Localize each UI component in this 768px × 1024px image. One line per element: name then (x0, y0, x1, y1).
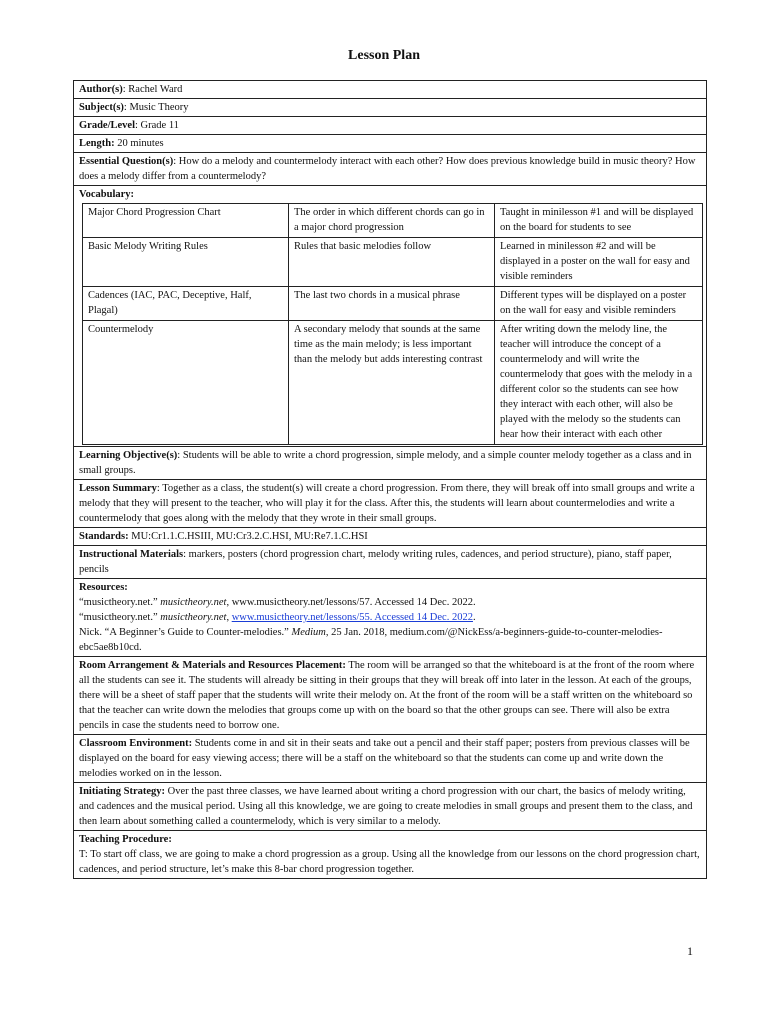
table-row (83, 238, 703, 287)
room-arrangement-label: Room Arrangement & Materials and Resources Placement: (79, 660, 346, 671)
resource-separator: , (226, 612, 232, 623)
standards-row (74, 528, 706, 546)
author-row (74, 81, 706, 99)
instructional-materials-value: : markers, posters (chord progression chart, melody writing rules, cadences, and period structure), piano, staff paper, pencils (79, 549, 672, 575)
length-value: 20 minutes (114, 138, 164, 149)
vocab-definition: A secondary melody that sounds at the same time as the main melody; is less important than the melody but adds interesting contrast (289, 321, 495, 445)
vocab-term: Countermelody (83, 321, 289, 445)
grade-row (74, 117, 706, 135)
teaching-procedure-label: Teaching Procedure: (79, 834, 172, 845)
standards-value: MU:Cr1.1.C.HSIII, MU:Cr3.2.C.HSI, MU:Re7.1.C.HSI (128, 531, 368, 542)
vocab-definition: The last two chords in a musical phrase (289, 287, 495, 321)
vocab-display: After writing down the melody line, the teacher will introduce the concept of a countermelody and will write the countermelody that goes with the melody in a different color so the students can see how they interact with each other, will also be played with the melody so the students can hear how their interact with each other (495, 321, 703, 445)
resource-item (79, 625, 701, 655)
vocab-term: Basic Melody Writing Rules (83, 238, 289, 287)
length-row (74, 135, 706, 153)
classroom-environment-label: Classroom Environment: (79, 738, 193, 749)
lesson-summary-row (74, 480, 706, 528)
vocab-definition: Rules that basic melodies follow (289, 238, 495, 287)
resource-site-name: musictheory.net (160, 597, 227, 608)
learning-objective-label: Learning Objective(s) (79, 450, 178, 461)
instructional-materials-label: Instructional Materials (79, 549, 184, 560)
author-label: Author(s) (79, 84, 123, 95)
teaching-procedure-row (74, 831, 706, 878)
page-title: Lesson Plan (348, 48, 420, 63)
room-arrangement-value: The room will be arranged so that the whiteboard is at the front of the room where all the students can see it. The students will already be sitting in their groups that they will break off into later in the lesson. At each of the groups, there will be a sheet of staff paper that the students will write their melody on. At the front of the room will be a staff written on the whiteboard so that the teacher can write down the melodies that groups come up with on the board so that the other groups can see. There will also be extra pencils in case the students need to borrow one. (79, 660, 695, 731)
resource-site-name: Medium (291, 627, 326, 638)
teaching-procedure-value: T: To start off class, we are going to make a chord progression as a group. Using all the knowledge from our lessons on the chord progression chart, cadences, and period structure, let’s make this 8-bar chord progression together. (79, 849, 700, 875)
vocabulary-label: Vocabulary: (79, 189, 135, 200)
learning-objective-row (74, 447, 706, 480)
resource-period: . (472, 612, 476, 623)
resource-item (79, 595, 701, 610)
length-label: Length: (79, 138, 115, 149)
learning-objective-value: : Students will be able to write a chord progression, simple melody, and a simple counter melody together as a class and in small groups. (79, 450, 692, 476)
resource-citation-title: Nick. “A Beginner’s Guide to Counter-melodies.” (79, 627, 292, 638)
standards-label: Standards: (79, 531, 129, 542)
resource-citation-title: “musictheory.net.” (79, 597, 161, 608)
classroom-environment-row (74, 735, 706, 783)
resource-link[interactable]: www.musictheory.net/lessons/55. Accessed 14 Dec. 2022 (231, 612, 473, 623)
grade-value: : Grade 11 (135, 120, 179, 131)
subject-value: : Music Theory (123, 102, 189, 113)
resource-site-name: musictheory.net (160, 612, 227, 623)
vocab-term: Major Chord Progression Chart (83, 204, 289, 238)
initiating-strategy-row (74, 783, 706, 831)
table-row (83, 321, 703, 445)
vocab-term: Cadences (IAC, PAC, Deceptive, Half, Plagal) (83, 287, 289, 321)
vocabulary-row (74, 186, 706, 447)
lesson-plan-table (73, 80, 707, 879)
vocab-display: Taught in minilesson #1 and will be displayed on the board for students to see (495, 204, 703, 238)
resource-citation-rest: , www.musictheory.net/lessons/57. Accessed 14 Dec. 2022. (226, 597, 476, 608)
vocab-display: Different types will be displayed on a poster on the wall for easy and visible reminders (495, 287, 703, 321)
table-row (83, 204, 703, 238)
subject-label: Subject(s) (79, 102, 124, 113)
essential-question-label: Essential Question(s) (79, 156, 174, 167)
vocabulary-table (82, 203, 703, 445)
room-arrangement-row (74, 657, 706, 735)
author-value: : Rachel Ward (122, 84, 183, 95)
resources-label: Resources: (79, 582, 128, 593)
resource-item (79, 610, 701, 625)
essential-question-value: : How do a melody and countermelody interact with each other? How does previous knowledge build in music theory? How does a melody differ from a countermelody? (79, 156, 696, 182)
subject-row (74, 99, 706, 117)
classroom-environment-value: Students come in and sit in their seats and take out a pencil and their staff paper; posters from previous classes will be displayed on the board for easy viewing access; there will be a staff on the whiteboard so that the students can come up and write down the melodies worked on in the lesson. (79, 738, 690, 779)
instructional-materials-row (74, 546, 706, 579)
vocab-display: Learned in minilesson #2 and will be displayed in a poster on the wall for easy and visible reminders (495, 238, 703, 287)
resources-row (74, 579, 706, 657)
lesson-summary-label: Lesson Summary (79, 483, 157, 494)
table-row (83, 287, 703, 321)
initiating-strategy-value: Over the past three classes, we have learned about writing a chord progression with our chart, the basics of melody writing, and cadences and the musical period. Using all this knowledge, we are going to create melodies in small groups and present them to the class, and then learn about something called a countermelody, which is very similar to a melody. (79, 786, 693, 827)
initiating-strategy-label: Initiating Strategy: (79, 786, 166, 797)
lesson-summary-value: : Together as a class, the student(s) will create a chord progression. From there, they will break off into small groups and write a melody that they will present to the teacher, who will play it for the class. After this, the students will learn about countermelodies and write a countermelody that goes along with the melody that they wrote in their small groups. (79, 483, 695, 524)
resource-citation-rest: , 25 Jan. 2018, medium.com/@NickEss/a-beginners-guide-to-counter-melodies-ebc5ae8b10cd. (79, 627, 663, 653)
grade-label: Grade/Level (79, 120, 135, 131)
vocab-definition: The order in which different chords can go in a major chord progression (289, 204, 495, 238)
essential-question-row (74, 153, 706, 186)
page-number: 1 (687, 944, 693, 958)
resource-citation-title: “musictheory.net.” (79, 612, 161, 623)
